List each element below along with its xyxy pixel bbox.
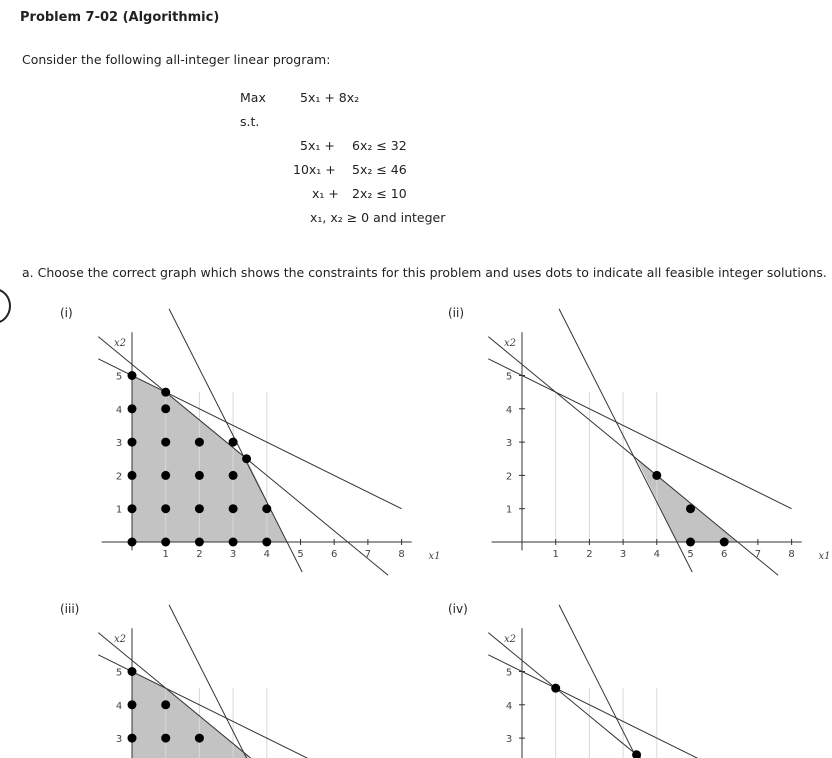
solution-point: [128, 404, 137, 413]
constraint-1-lhs: 5x₁ +: [300, 138, 335, 153]
solution-point: [128, 667, 137, 676]
graph-iv[interactable]: [480, 596, 830, 758]
x-tick-label: 6: [721, 549, 728, 560]
x-tick-label: 4: [653, 549, 660, 560]
y-axis-label: x2: [113, 338, 127, 350]
x-tick-label: 1: [552, 549, 559, 560]
solution-point: [161, 700, 170, 709]
graph-iii[interactable]: [90, 596, 440, 758]
nonnegativity: x₁, x₂ ≥ 0 and integer: [310, 210, 446, 225]
solution-point: [128, 438, 137, 447]
y-tick-label: 5: [115, 371, 123, 383]
intro-text: Consider the following all-integer linear program:: [22, 52, 331, 67]
constraint-1-rhs: 6x₂ ≤ 32: [352, 138, 407, 153]
y-tick-label: 5: [505, 667, 513, 679]
solution-point: [128, 504, 137, 513]
x-tick-label: 8: [788, 549, 795, 560]
option-i-label[interactable]: (i): [60, 306, 73, 320]
solution-point: [229, 504, 238, 513]
x-tick-label: 3: [619, 549, 627, 560]
x-tick-label: 7: [364, 549, 372, 560]
question-a: a. Choose the correct graph which shows the constraints for this problem and uses dots to indicate all feasible integer solutions.: [22, 265, 827, 280]
solution-point: [686, 538, 695, 547]
option-ii-label[interactable]: (ii): [448, 306, 465, 320]
solution-point: [195, 734, 204, 743]
y-axis-label: x2: [503, 634, 517, 646]
solution-point: [128, 471, 137, 480]
graph-i[interactable]: [90, 300, 440, 590]
feasible-region: [132, 376, 287, 543]
y-tick-label: 2: [115, 471, 123, 483]
y-tick-label: 4: [115, 404, 123, 416]
x-tick-label: 5: [687, 549, 694, 560]
solution-point: [262, 504, 271, 513]
solution-point: [195, 438, 204, 447]
solution-point: [128, 700, 137, 709]
constraint-line: [488, 359, 791, 509]
solution-point: [686, 504, 695, 513]
solution-point: [229, 471, 238, 480]
constraint-3-lhs: x₁ +: [312, 186, 339, 201]
y-axis-label: x2: [113, 634, 127, 646]
problem-title: Problem 7-02 (Algorithmic): [20, 10, 220, 25]
x-tick-label: 1: [162, 549, 169, 560]
solution-point: [229, 438, 238, 447]
constraint-2-lhs: 10x₁ +: [293, 162, 336, 177]
solution-point: [161, 404, 170, 413]
y-tick-label: 3: [505, 438, 513, 450]
x-tick-label: 4: [263, 549, 270, 560]
x-tick-label: 2: [586, 549, 593, 560]
solution-point: [128, 734, 137, 743]
solution-point: [161, 388, 170, 397]
y-tick-label: 1: [115, 504, 123, 516]
solution-point: [195, 471, 204, 480]
x-tick-label: 7: [754, 549, 762, 560]
solution-point: [128, 371, 137, 380]
constraint-2-rhs: 5x₂ ≤ 46: [352, 162, 407, 177]
y-tick-label: 1: [505, 504, 513, 516]
solution-point: [242, 454, 251, 463]
graph-ii[interactable]: [480, 300, 830, 590]
solution-point: [652, 471, 661, 480]
constraint-line: [559, 309, 692, 572]
x-tick-label: 3: [229, 549, 237, 560]
y-tick-label: 3: [505, 734, 513, 746]
lp-objective: 5x₁ + 8x₂: [300, 90, 360, 105]
x-tick-label: 2: [196, 549, 203, 560]
y-tick-label: 3: [115, 734, 123, 746]
y-tick-label: 3: [115, 438, 123, 450]
x-tick-label: 5: [297, 549, 304, 560]
y-tick-label: 2: [505, 471, 513, 483]
y-tick-label: 4: [505, 404, 513, 416]
constraint-3-rhs: 2x₂ ≤ 10: [352, 186, 407, 201]
solution-point: [161, 734, 170, 743]
constraint-line: [559, 605, 692, 758]
lp-st-label: s.t.: [240, 114, 260, 129]
option-iii-label[interactable]: (iii): [60, 602, 80, 616]
constraint-line: [488, 633, 778, 758]
option-iv-label[interactable]: (iv): [448, 602, 468, 616]
lp-max-label: Max: [240, 90, 266, 105]
y-tick-label: 4: [115, 700, 123, 712]
solution-point: [128, 538, 137, 547]
solution-point: [720, 538, 729, 547]
solution-point: [262, 538, 271, 547]
x-tick-label: 6: [331, 549, 338, 560]
y-axis-label: x2: [503, 338, 517, 350]
x-axis-label: x1: [428, 551, 441, 562]
solution-point: [195, 538, 204, 547]
solution-point: [551, 684, 560, 693]
solution-point: [161, 504, 170, 513]
solution-point: [161, 471, 170, 480]
solution-point: [161, 438, 170, 447]
solution-point: [229, 538, 238, 547]
solution-point: [161, 538, 170, 547]
y-tick-label: 5: [115, 667, 123, 679]
y-tick-label: 4: [505, 700, 513, 712]
radio-selection-indicator[interactable]: [0, 288, 11, 324]
x-axis-label: x1: [818, 551, 831, 562]
solution-point: [195, 504, 204, 513]
y-tick-label: 5: [505, 371, 513, 383]
x-tick-label: 8: [398, 549, 405, 560]
